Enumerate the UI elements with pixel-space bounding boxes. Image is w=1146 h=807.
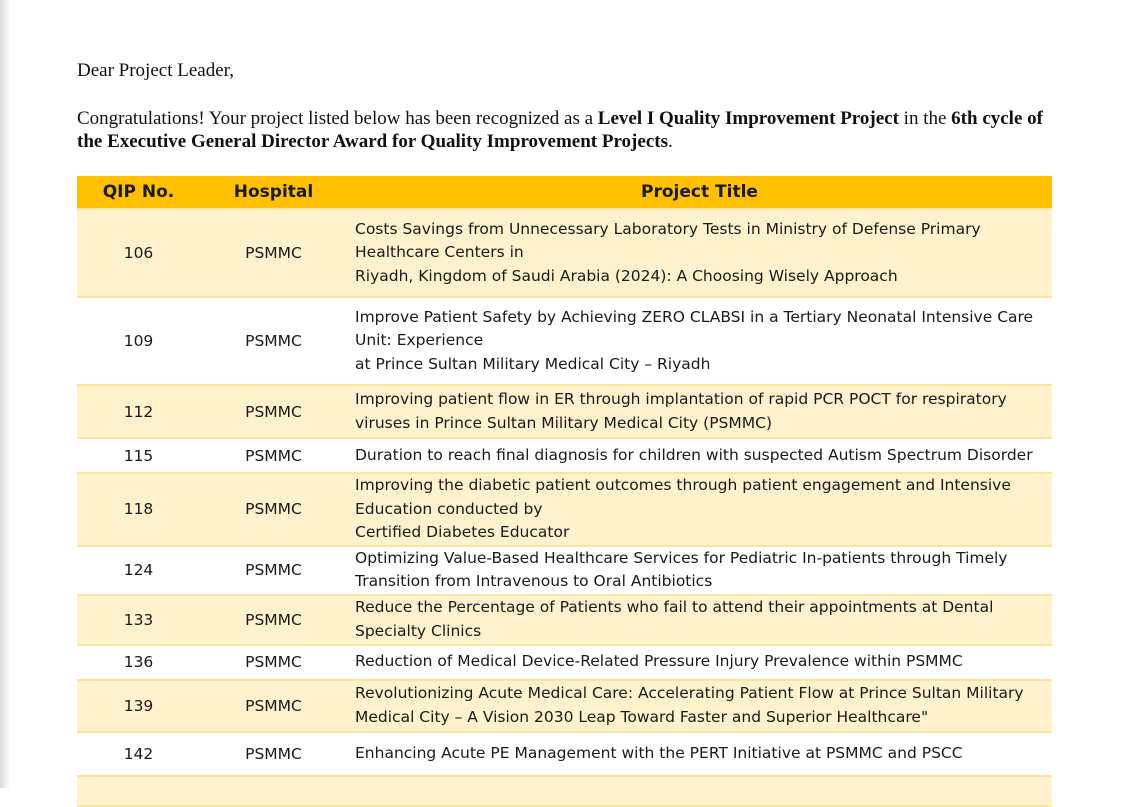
project-title-line: Improving patient flow in ER through implantation of rapid PCR POCT for respiratory — [355, 390, 1007, 408]
cell-partial — [347, 776, 1052, 806]
cell-hospital: PSMMC — [200, 385, 347, 438]
cell-project-title — [347, 546, 1052, 595]
project-title-line: Unit: Experience — [355, 331, 484, 350]
project-title-line: Enhancing Acute PE Management with the PERT Initiative at PSMMC and PSCC — [355, 743, 963, 762]
cell-project-title — [347, 438, 1052, 473]
letter-intro — [77, 107, 1057, 153]
qip-projects-table — [77, 176, 1052, 807]
table-header-row — [77, 176, 1052, 209]
project-title-line: Riyadh, Kingdom of Saudi Arabia (2024): A Choosing Wisely Approach — [355, 266, 898, 285]
cell-project-title — [347, 732, 1052, 776]
cell-hospital: PSMMC — [200, 473, 347, 546]
table-row — [77, 473, 1052, 546]
table-row — [77, 645, 1052, 680]
table-row — [77, 297, 1052, 385]
project-title-line: Medical City – A Vision 2030 Leap Toward Faster and Superior Healthcare" — [355, 707, 929, 726]
header-qip-no: QIP No. — [77, 176, 200, 209]
cell-qip-no: 109 — [77, 297, 200, 385]
cell-qip-no: 133 — [77, 595, 200, 645]
cell-hospital: PSMMC — [200, 297, 347, 385]
cell-partial — [200, 776, 347, 806]
header-hospital: Hospital — [200, 176, 347, 209]
project-title-line: Duration to reach final diagnosis for children with suspected Autism Spectrum Disorder — [355, 445, 1033, 464]
cell-qip-no: 118 — [77, 473, 200, 546]
cell-qip-no: 115 — [77, 438, 200, 473]
cell-project-title — [347, 680, 1052, 732]
cell-hospital: PSMMC — [200, 732, 347, 776]
cell-qip-no: 124 — [77, 546, 200, 595]
project-title-line: Optimizing Value-Based Healthcare Services for Pediatric In-patients through Timely — [355, 548, 1008, 567]
cell-hospital: PSMMC — [200, 546, 347, 595]
document-page — [10, 0, 1146, 788]
letter-greeting: Dear Project Leader, — [77, 60, 234, 81]
project-title-line: Education conducted by — [355, 499, 543, 518]
cell-hospital: PSMMC — [200, 645, 347, 680]
project-title-line: Improving the diabetic patient outcomes through patient engagement and Intensive — [355, 476, 1011, 494]
table-row — [77, 385, 1052, 438]
cell-project-title — [347, 473, 1052, 546]
cell-hospital: PSMMC — [200, 438, 347, 473]
project-title-line: Certified Diabetes Educator — [355, 523, 570, 541]
cell-partial — [77, 776, 200, 806]
cell-project-title — [347, 645, 1052, 680]
project-title-line: Reduction of Medical Device-Related Pressure Injury Prevalence within PSMMC — [355, 652, 963, 671]
cell-project-title — [347, 595, 1052, 645]
cell-qip-no: 112 — [77, 385, 200, 438]
project-title-line: Revolutionizing Acute Medical Care: Accelerating Patient Flow at Prince Sultan Military — [355, 684, 1024, 702]
intro-text-start: Congratulations! Your project listed below has been recognized as a — [77, 108, 598, 129]
table-row — [77, 732, 1052, 776]
intro-award-name: 6th cycle of the Executive General Director Award for Quality Improvement Projects — [77, 108, 1043, 152]
cell-hospital: PSMMC — [200, 595, 347, 645]
cell-qip-no: 142 — [77, 732, 200, 776]
table-row — [77, 209, 1052, 297]
intro-text-end: . — [667, 131, 673, 152]
table-row — [77, 680, 1052, 732]
table-row — [77, 595, 1052, 645]
cell-project-title — [347, 209, 1052, 297]
cell-hospital: PSMMC — [200, 209, 347, 297]
project-title-line: Healthcare Centers in — [355, 243, 524, 262]
project-title-line: viruses in Prince Sultan Military Medical City (PSMMC) — [355, 413, 773, 432]
cell-qip-no: 136 — [77, 645, 200, 680]
cell-qip-no: 106 — [77, 209, 200, 297]
table-row — [77, 546, 1052, 595]
intro-level-label: Level I Quality Improvement Project — [597, 108, 899, 129]
cell-qip-no: 139 — [77, 680, 200, 732]
project-title-line: Transition from Intravenous to Oral Antibiotics — [355, 572, 713, 590]
cell-project-title — [347, 385, 1052, 438]
intro-text-mid: in the — [898, 108, 952, 129]
viewer-left-edge — [0, 0, 9, 788]
project-title-line: Costs Savings from Unnecessary Laboratory Tests in Ministry of Defense Primary — [355, 219, 981, 238]
header-project-title: Project Title — [347, 176, 1052, 209]
project-title-line: Improve Patient Safety by Achieving ZERO CLABSI in a Tertiary Neonatal Intensive Care — [355, 307, 1034, 326]
project-title-line: at Prince Sultan Military Medical City – Riyadh — [355, 354, 711, 373]
table-row — [77, 438, 1052, 473]
table-row-partial — [77, 776, 1052, 806]
table-body — [77, 209, 1052, 806]
project-title-line: Specialty Clinics — [355, 621, 482, 640]
cell-hospital: PSMMC — [200, 680, 347, 732]
project-title-line: Reduce the Percentage of Patients who fail to attend their appointments at Dental — [355, 598, 994, 616]
cell-project-title — [347, 297, 1052, 385]
